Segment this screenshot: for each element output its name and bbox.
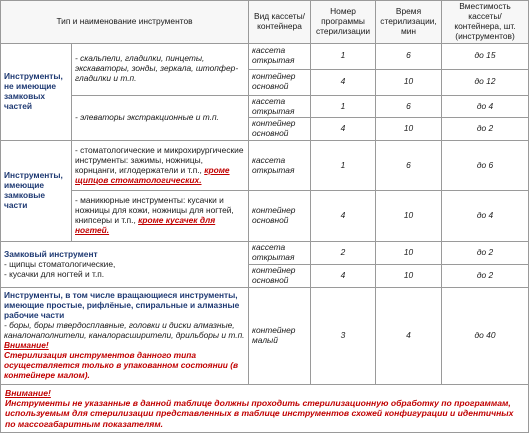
program-cell: 4 (311, 191, 376, 242)
table-row (1, 95, 529, 118)
capacity-cell: до 6 (442, 141, 529, 191)
program-cell: 3 (311, 287, 376, 384)
program-cell: 1 (311, 141, 376, 191)
capacity-cell: до 40 (442, 287, 529, 384)
capacity-cell: до 12 (442, 69, 529, 95)
time-cell: 10 (376, 69, 442, 95)
rotary-warning-title: Внимание! (4, 339, 49, 350)
capacity-cell: до 2 (442, 118, 529, 141)
subgroup-manicure-instruments (72, 191, 249, 242)
exception-nail-nippers: кроме кусачек для ногтей. (75, 215, 216, 236)
header-program: Номер программы стерилизации (311, 1, 376, 44)
header-capacity: Вместимость кассеты/ контейнера, шт. (инструментов) (442, 1, 529, 44)
cassette-cell: контейнер малый (249, 287, 311, 384)
exception-dental-forceps: кроме щипцов стоматологических. (75, 164, 230, 185)
table-row (1, 43, 529, 69)
group-title-no-locks: Инструменты, не имеющие замковых частей (1, 43, 72, 141)
time-cell: 10 (376, 242, 442, 265)
cassette-cell: контейнер основной (249, 118, 311, 141)
program-cell: 1 (311, 95, 376, 118)
header-type: Тип и наименование инструментов (1, 1, 249, 44)
program-cell: 4 (311, 118, 376, 141)
time-cell: 10 (376, 191, 442, 242)
capacity-cell: до 15 (442, 43, 529, 69)
time-cell: 6 (376, 141, 442, 191)
table-row (1, 141, 529, 191)
capacity-cell: до 4 (442, 191, 529, 242)
footer-note-text: Инструменты не указанные в данной таблице должны проходить стерилизационную обработку по программам, используемым для стерилизации представленных в таблице инструментов схожей конфигурации и идентичных по массогабаритным показателям. (5, 398, 514, 429)
time-cell: 6 (376, 43, 442, 69)
rotary-description: - боры, боры твердосплавные, головки и диски алмазные, каналонаполнители, каналорасширители, дрильборы и т.п. (4, 320, 245, 340)
time-cell: 10 (376, 118, 442, 141)
cassette-cell: кассета открытая (249, 43, 311, 69)
capacity-cell: до 4 (442, 95, 529, 118)
time-cell: 4 (376, 287, 442, 384)
capacity-cell: до 2 (442, 265, 529, 288)
cassette-cell: кассета открытая (249, 95, 311, 118)
rotary-warning-text: Стерилизация инструментов данного типа осуществляется только в упакованном состоянии (в контейнере малом). (4, 349, 239, 380)
time-cell: 10 (376, 265, 442, 288)
program-cell: 4 (311, 265, 376, 288)
group-rotary-instruments (1, 287, 249, 384)
lock-item-nippers: - кусачки для ногтей и т.п. (4, 268, 105, 279)
lock-item-forceps: - щипцы стоматологические, (4, 258, 116, 269)
capacity-cell: до 2 (442, 242, 529, 265)
footer-note (1, 384, 529, 432)
group-lock-instrument (1, 242, 249, 288)
footer-note-title: Внимание! (5, 388, 51, 399)
time-cell: 6 (376, 95, 442, 118)
subgroup-dental-instruments (72, 141, 249, 191)
program-cell: 1 (311, 43, 376, 69)
footer-row (1, 384, 529, 432)
cassette-cell: контейнер основной (249, 191, 311, 242)
program-cell: 2 (311, 242, 376, 265)
cassette-cell: контейнер основной (249, 69, 311, 95)
table-row (1, 287, 529, 384)
subgroup-scalpels: - скальпели, гладилки, пинцеты, экскаваторы, зонды, зеркала, штопфер-гладилки и т.п. (72, 43, 249, 95)
header-time: Время стерилизации, мин (376, 1, 442, 44)
subgroup-dental-text: - стоматологические и микрохирургические инструменты: зажимы, ножницы, корнцанги, иглодержатели и т.п., (75, 144, 244, 175)
cassette-cell: контейнер основной (249, 265, 311, 288)
program-cell: 4 (311, 69, 376, 95)
subgroup-elevators: - элеваторы экстракционные и т.п. (72, 95, 249, 141)
group-title-locks: Инструменты, имеющие замковые части (1, 141, 72, 242)
table-row (1, 191, 529, 242)
cassette-cell: кассета открытая (249, 242, 311, 265)
cassette-cell: кассета открытая (249, 141, 311, 191)
group-title-rotary: Инструменты, в том числе вращающиеся инструменты, имеющие простые, рифлёные, спиральные и алмазные рабочие части (4, 290, 240, 321)
group-title-lock-instrument: Замковый инструмент (4, 248, 98, 259)
subgroup-manicure-text: - маникюрные инструменты: кусачки и ножницы для кожи, ножницы для ногтей, книпсеры и т.п., (75, 195, 234, 226)
header-cassette: Вид кассеты/ контейнера (249, 1, 311, 44)
header-row (1, 1, 529, 44)
table-row (1, 242, 529, 265)
